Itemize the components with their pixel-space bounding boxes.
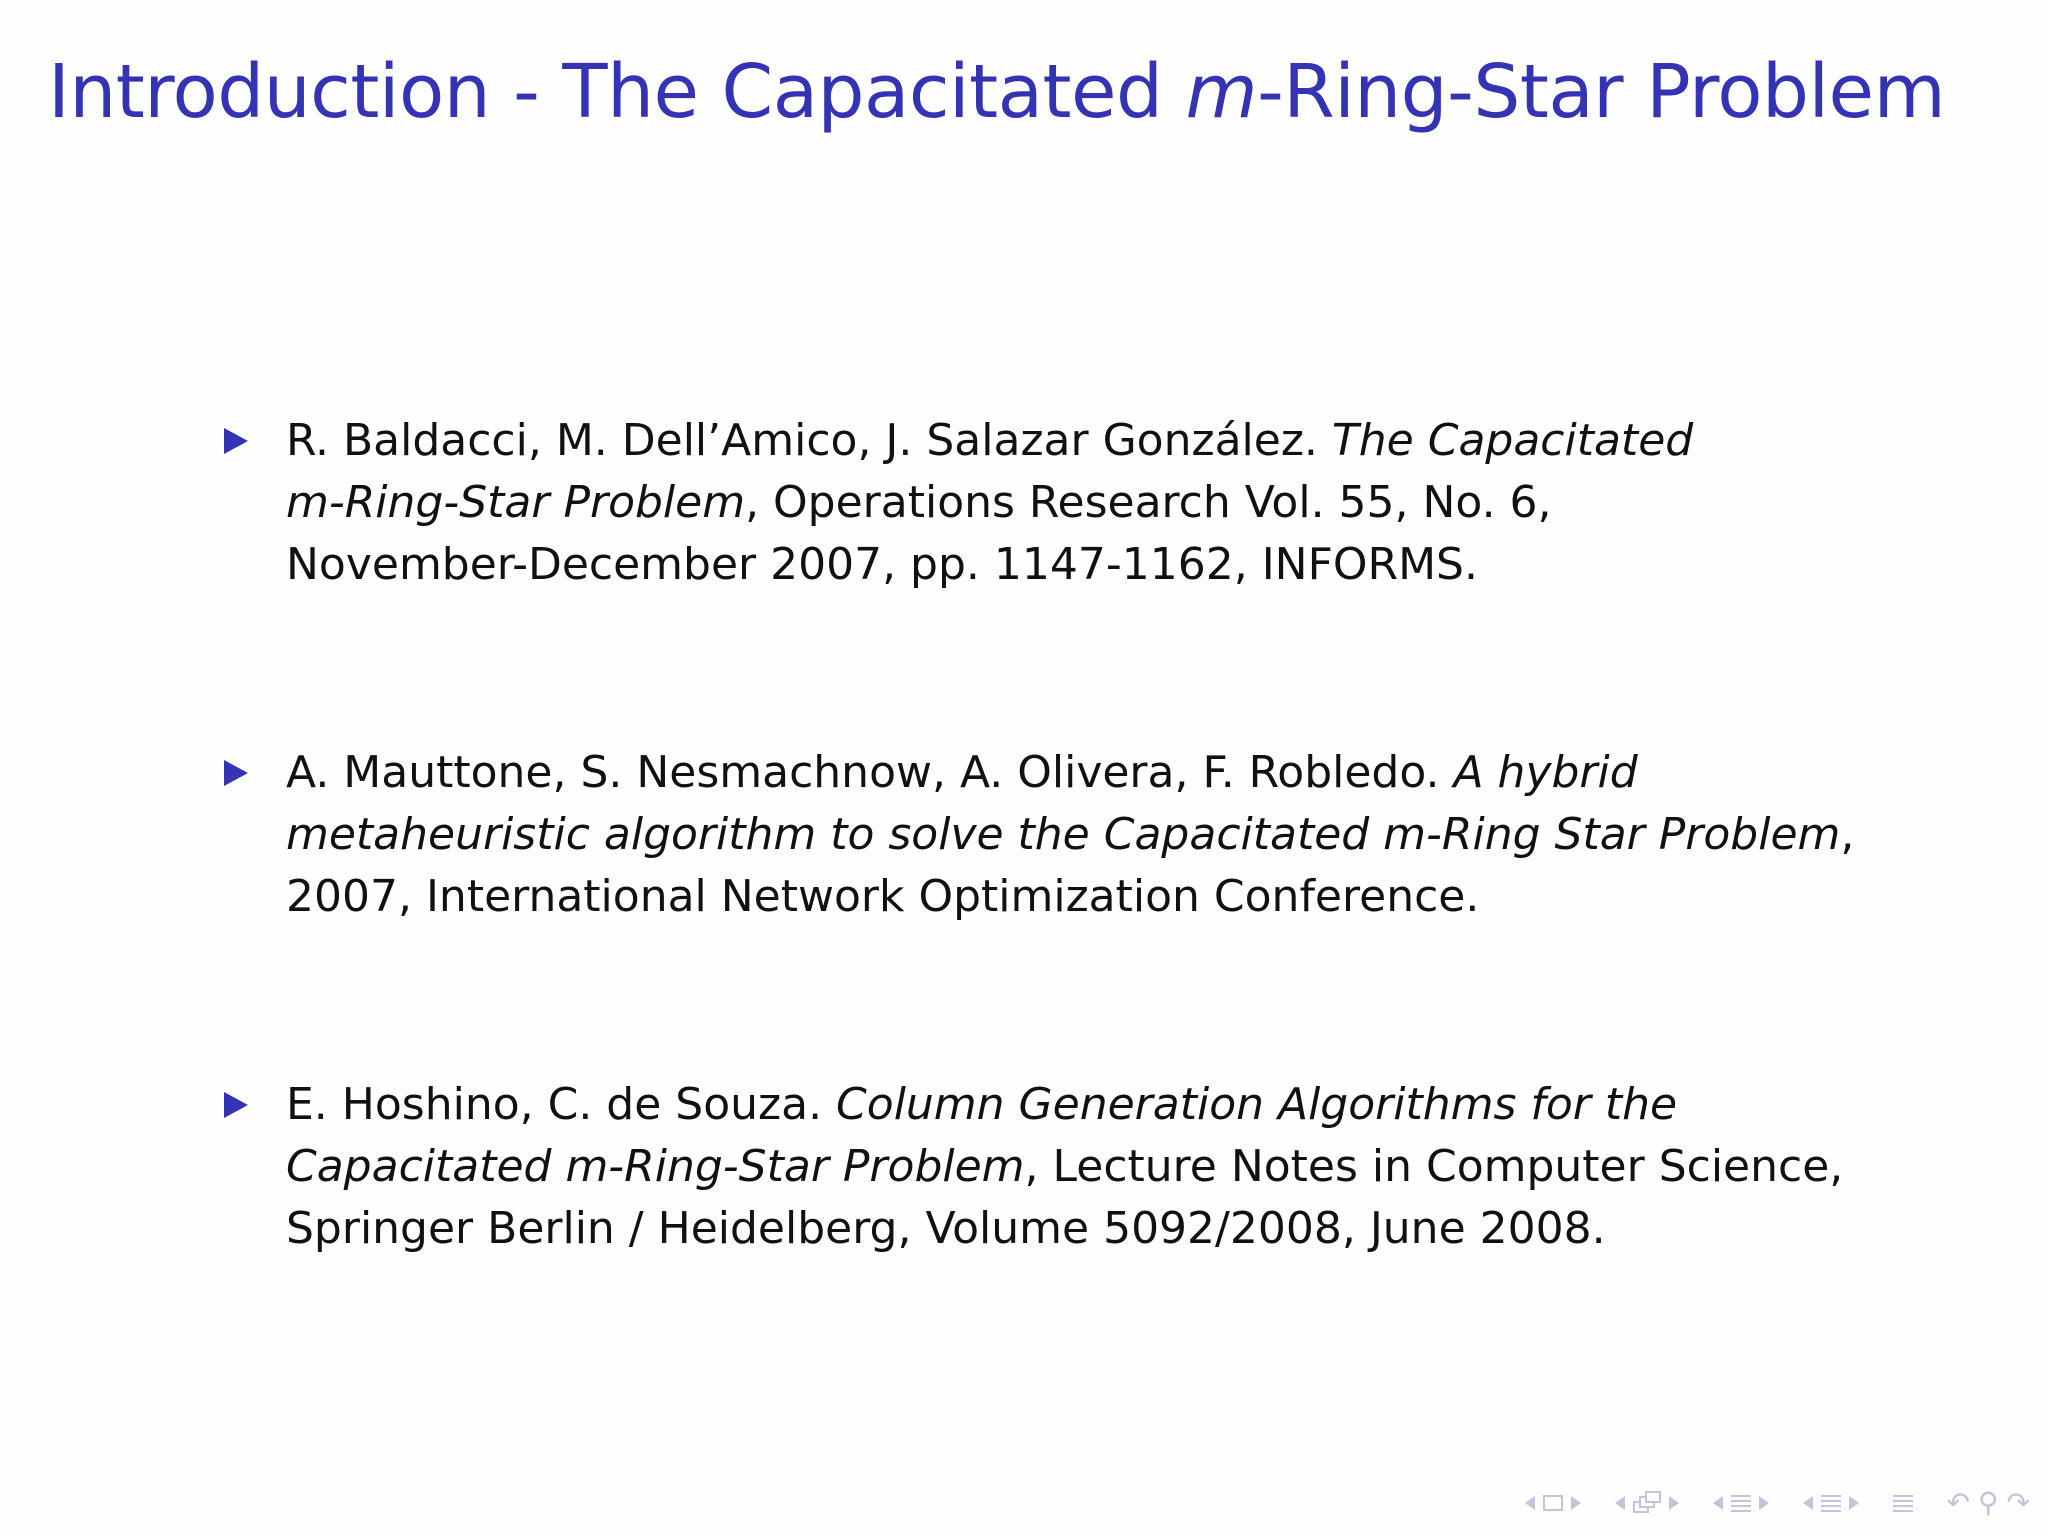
- slide-title: [48, 42, 1945, 142]
- reference-item: [220, 410, 1860, 596]
- document-prev-icon[interactable]: [1803, 1496, 1813, 1510]
- reference-venue: , Operations Research Vol. 55, No. 6,: [745, 477, 1552, 528]
- reference-line: [286, 410, 1860, 472]
- document-nav-group: [1803, 1495, 1859, 1512]
- reference-line: Springer Berlin / Heidelberg, Volume 5092/2008, June 2008.: [286, 1203, 1606, 1254]
- reference-line: [286, 1136, 1860, 1198]
- frame-next-icon[interactable]: [1571, 1496, 1581, 1510]
- search-icon[interactable]: ⚲: [1978, 1486, 1999, 1519]
- subsection-next-icon[interactable]: [1669, 1496, 1679, 1510]
- reference-authors: R. Baldacci, M. Dell’Amico, J. Salazar González.: [286, 415, 1332, 466]
- reference-line: [286, 804, 1860, 866]
- beamer-navigation-bar: [1525, 1486, 2030, 1520]
- reference-line: November-December 2007, pp. 1147-1162, INFORMS.: [286, 539, 1478, 590]
- reference-line: [286, 472, 1860, 534]
- document-icon[interactable]: [1821, 1495, 1841, 1512]
- reference-item: [220, 742, 1860, 928]
- section-nav-group: [1713, 1495, 1769, 1512]
- back-icon[interactable]: ↶: [1946, 1486, 1971, 1519]
- title-prefix: Introduction - The Capacitated: [48, 49, 1186, 135]
- frame-prev-icon[interactable]: [1525, 1496, 1535, 1510]
- reference-authors: E. Hoshino, C. de Souza.: [286, 1079, 837, 1130]
- reference-line: [286, 742, 1860, 804]
- reference-venue: ,: [1840, 809, 1855, 860]
- reference-line: 2007, International Network Optimization Conference.: [286, 871, 1480, 922]
- search-nav-group: [1947, 1486, 2030, 1520]
- reference-item: [220, 1074, 1860, 1260]
- toc-icon[interactable]: [1893, 1495, 1913, 1512]
- reference-title: Capacitated m-Ring-Star Problem: [286, 1141, 1025, 1192]
- forward-icon[interactable]: ↷: [2006, 1486, 2030, 1519]
- title-suffix: -Ring-Star Problem: [1257, 49, 1946, 135]
- reference-venue: , Lecture Notes in Computer Science,: [1024, 1141, 1844, 1192]
- document-next-icon[interactable]: [1849, 1496, 1859, 1510]
- reference-list: [220, 410, 1860, 1260]
- reference-line: [286, 1074, 1860, 1136]
- bullet-triangle-icon: [224, 760, 248, 786]
- frame-icon[interactable]: [1543, 1495, 1563, 1511]
- reference-title: Column Generation Algorithms for the: [836, 1079, 1678, 1130]
- frame-nav-group: [1525, 1495, 1581, 1511]
- section-icon[interactable]: [1731, 1495, 1751, 1512]
- title-italic: m: [1185, 49, 1258, 135]
- bullet-triangle-icon: [224, 428, 248, 454]
- reference-title: The Capacitated: [1331, 415, 1694, 466]
- toc-nav-group: [1893, 1495, 1913, 1512]
- bullet-triangle-icon: [224, 1092, 248, 1118]
- section-next-icon[interactable]: [1759, 1496, 1769, 1510]
- subsection-icon[interactable]: [1633, 1491, 1661, 1515]
- subsection-prev-icon[interactable]: [1615, 1496, 1625, 1510]
- reference-title: m-Ring-Star Problem: [286, 477, 746, 528]
- section-prev-icon[interactable]: [1713, 1496, 1723, 1510]
- reference-title: A hybrid: [1453, 747, 1638, 798]
- reference-authors: A. Mauttone, S. Nesmachnow, A. Olivera, F. Robledo.: [286, 747, 1454, 798]
- reference-title: metaheuristic algorithm to solve the Capacitated m-Ring Star Problem: [286, 809, 1841, 860]
- subsection-nav-group: [1615, 1491, 1679, 1515]
